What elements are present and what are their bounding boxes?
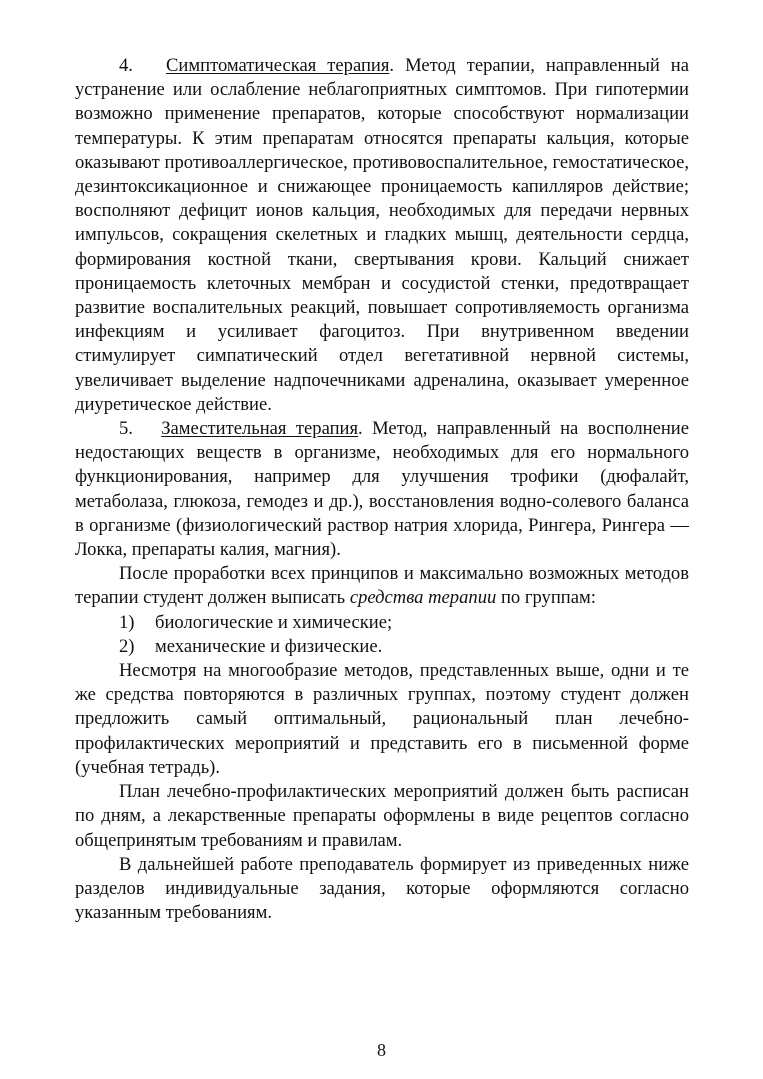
list-item xyxy=(75,635,689,659)
paragraph-text: по группам: xyxy=(496,587,596,609)
list-item-number: 2) xyxy=(119,635,135,657)
paragraph-further-work: В дальнейшей работе преподаватель формирует из приведенных ниже разделов индивидуальные задания, которые оформляются согласно указанным требованиям. xyxy=(75,853,689,924)
italic-term: средства терапии xyxy=(349,587,497,609)
page-number: 8 xyxy=(377,1040,386,1060)
paragraph-text: . Метод, направленный на восполнение недостающих веществ в организме, необходимых для его нормального функционирования, например для улучшения трофики (дюфалайт, метаболаза, глюкоза, гемодез и др.), восстановления водно-солевого баланса в организме (физиологический раствор натрия хлорида, Рингера, Рингера — Локка, препараты калия, магния). xyxy=(75,418,689,561)
list-item-number: 1) xyxy=(119,611,135,633)
paragraph-text: . Метод терапии, направленный на устранение или ослабление неблагоприятных симптомов. При гипотермии возможно применение препаратов, которые способствуют нормализации температуры. К этим препаратам относятся препараты кальция, которые оказывают противоаллергическое, противовоспалительное, гемостатическое, дезинтоксикационное и снижающее проницаемость капилляров действие; восполняют дефицит ионов кальция, необходимых для передачи нервных импульсов, сокращения скелетных и гладких мышц, деятельности сердца, формирования костной ткани, свертывания крови. Кальций снижает проницаемость клеточных мембран и сосудистой стенки, предотвращает развитие воспалительных реакций, повышает сопротивляемость организма инфекциям и усиливает фагоцитоз. При внутривенном введении стимулирует симпатический отдел вегетативной нервной системы, увеличивает выделение надпочечниками адреналина, оказывает умеренное диуретическое действие. xyxy=(75,55,689,415)
item-number: 4. xyxy=(119,55,133,76)
list-item xyxy=(75,611,689,635)
item-number: 5. xyxy=(119,418,133,440)
paragraph-text: После проработки всех принципов и максимально возможных методов терапии студент должен выписать xyxy=(75,563,689,609)
paragraph-despite-variety: Несмотря на многообразие методов, представленных выше, одни и те же средства повторяются в различных группах, поэтому студент должен предложить самый оптимальный, рациональный план лечебно-профилактических мероприятий и представить его в письменной форме (учебная тетрадь). xyxy=(75,660,689,778)
term-symptomatic-therapy: Симптоматическая терапия xyxy=(166,55,390,76)
paragraph-treatment-plan: План лечебно-профилактических мероприятий должен быть расписан по дням, а лекарственные препараты оформлены в виде рецептов согласно общепринятым требованиям и правилам. xyxy=(75,781,689,851)
paragraph-therapy-means xyxy=(75,562,689,610)
paragraph-replacement-therapy xyxy=(75,417,689,562)
list-item-text: механические и физические. xyxy=(155,635,383,657)
term-replacement-therapy: Заместительная терапия xyxy=(161,418,359,440)
paragraph-symptomatic-therapy xyxy=(75,54,689,417)
page-body xyxy=(75,54,689,925)
list-item-text: биологические и химические; xyxy=(155,611,393,633)
